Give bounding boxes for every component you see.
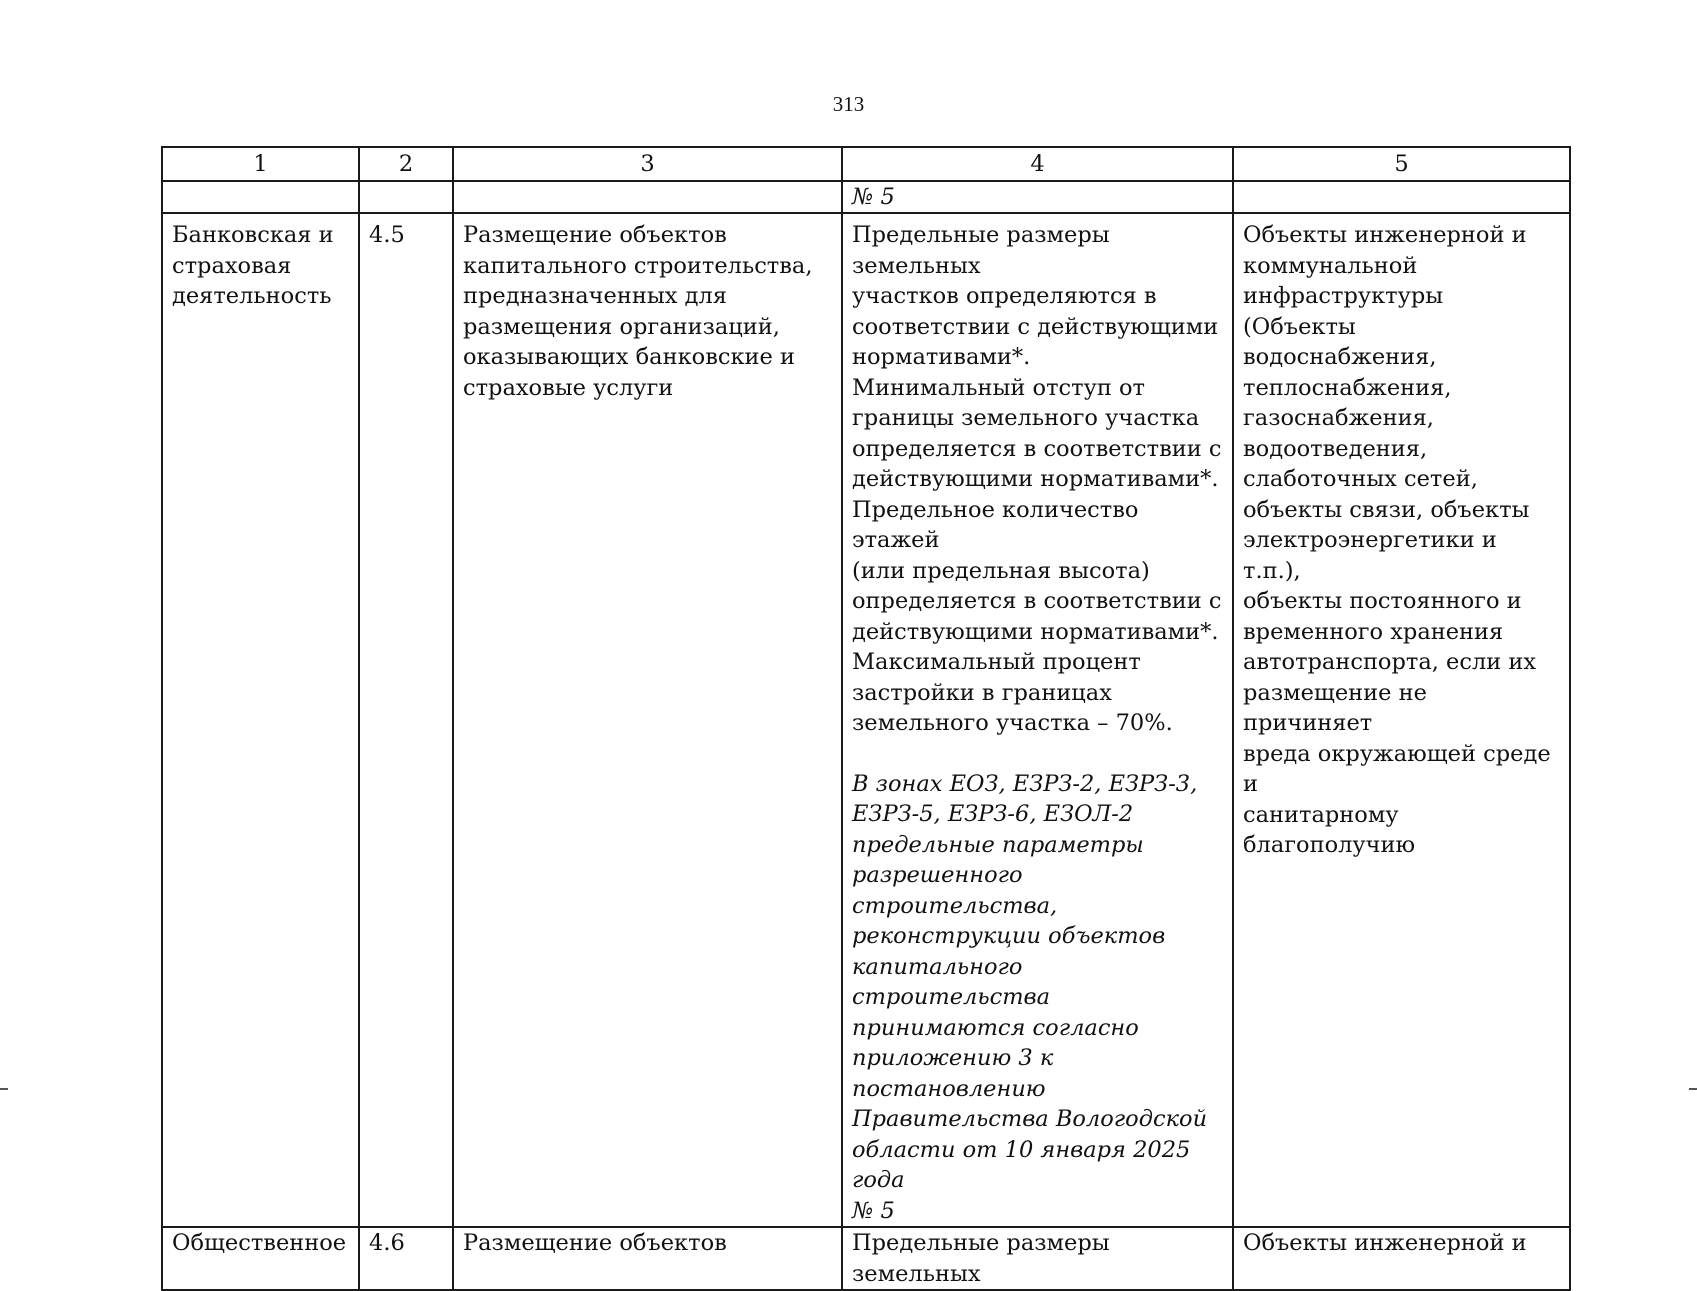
continued-cell-1 <box>162 181 359 214</box>
use-description-cell: Размещение объектов <box>453 1227 842 1290</box>
use-type-cell: Банковская и страховая деятельность <box>162 213 359 1227</box>
column-header-5: 5 <box>1233 147 1570 181</box>
zoning-regulations-table <box>161 146 1571 1291</box>
use-type-cell: Общественное <box>162 1227 359 1290</box>
table-header-row <box>162 147 1570 181</box>
parameters-cell: Предельные размеры земельных <box>842 1227 1233 1290</box>
column-header-1: 1 <box>162 147 359 181</box>
column-header-2: 2 <box>359 147 453 181</box>
use-description-cell: Размещение объектов капитального строительства, предназначенных для размещения организаций, оказывающих банковские и страховые услуги <box>453 213 842 1227</box>
continued-cell-3 <box>453 181 842 214</box>
zone-parameters-note: В зонах ЕОЗ, ЕЗРЗ-2, ЕЗРЗ-3, ЕЗРЗ-5, ЕЗРЗ-6, ЕЗОЛ-2 предельные параметры разрешенного строительства, реконструкции объектов капитального строительства принимаются согласно приложению 3 к постановлению Правительства Вологодской области от 10 января 2025 года № 5 <box>852 770 1208 1224</box>
auxiliary-uses-cell: Объекты инженерной и <box>1233 1227 1570 1290</box>
table-row <box>162 213 1570 1227</box>
scan-edge-mark-left <box>0 1088 8 1090</box>
table-row <box>162 1227 1570 1290</box>
page-number: 313 <box>832 92 865 116</box>
continued-note-number: № 5 <box>852 183 895 210</box>
use-code-cell: 4.6 <box>359 1227 453 1290</box>
continued-cell-4 <box>842 181 1233 214</box>
column-header-3: 3 <box>453 147 842 181</box>
column-header-4: 4 <box>842 147 1233 181</box>
parameters-cell <box>842 213 1233 1227</box>
parameters-text: Предельные размеры земельных участков определяются в соответствии с действующими нормативами*. Минимальный отступ от границы земельного участка определяется в соответствии с действующими нормативами*. Предельное количество этажей (или предельная высота) определяется в соответствии с действующими нормативами*. Максимальный процент застройки в границах земельного участка – 70%. <box>852 222 1222 736</box>
continued-cell-5 <box>1233 181 1570 214</box>
table-row-continued <box>162 181 1570 214</box>
continued-cell-2 <box>359 181 453 214</box>
scan-edge-mark-right <box>1689 1088 1697 1090</box>
auxiliary-uses-cell: Объекты инженерной и коммунальной инфраструктуры (Объекты водоснабжения, теплоснабжения, газоснабжения, водоотведения, слаботочных сетей, объекты связи, объекты электроэнергетики и т.п.), объекты постоянного и временного хранения автотранспорта, если их размещение не причиняет вреда окружающей среде и санитарному благополучию <box>1233 213 1570 1227</box>
use-code-cell: 4.5 <box>359 213 453 1227</box>
